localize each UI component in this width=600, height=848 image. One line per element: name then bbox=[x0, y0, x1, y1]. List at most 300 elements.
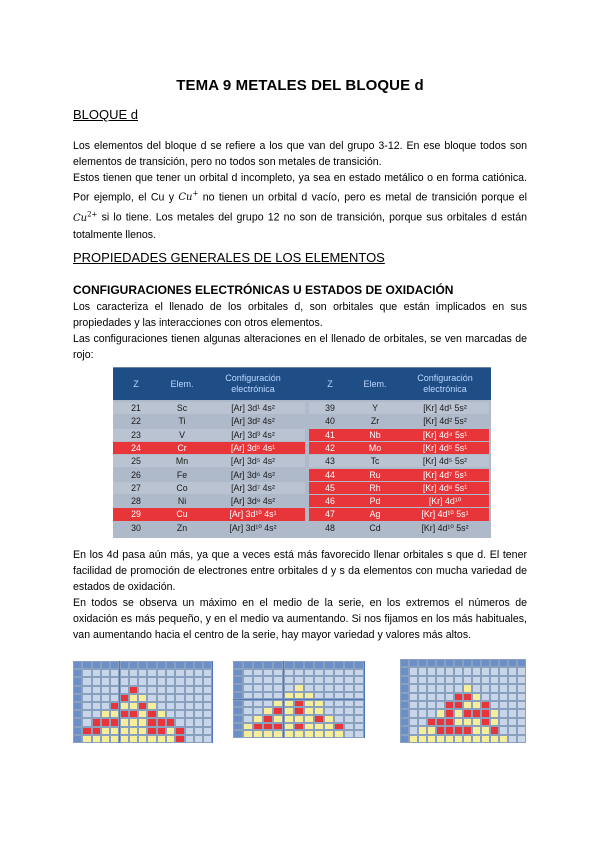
z-cell: 25 bbox=[131, 456, 141, 467]
element-cell: Co bbox=[176, 482, 188, 493]
grid-cell bbox=[243, 676, 253, 684]
config-cell: [Kr] 4d⁴ 5s¹ bbox=[422, 429, 468, 440]
grid-cell bbox=[344, 684, 354, 692]
grid-cell bbox=[233, 684, 243, 692]
grid-cell bbox=[400, 684, 409, 692]
grid-cell bbox=[101, 694, 110, 702]
cu-charge: + bbox=[192, 190, 199, 198]
table-row bbox=[309, 508, 489, 520]
grid-cell bbox=[334, 723, 344, 731]
grid-cell bbox=[138, 686, 147, 694]
grid-cell bbox=[175, 735, 184, 743]
grid-cell bbox=[409, 726, 418, 734]
grid-cell bbox=[138, 677, 147, 685]
grid-cell bbox=[490, 684, 499, 692]
grid-cell bbox=[175, 669, 184, 677]
grid-cell bbox=[324, 684, 334, 692]
grid-cell bbox=[508, 726, 517, 734]
grid-cell bbox=[263, 730, 273, 738]
grid-cell bbox=[273, 700, 283, 708]
intro-text-part-c: si lo tiene. Los metales del grupo 12 no son de transición, porque sus orbitales d están totalmente llenos. bbox=[73, 211, 527, 241]
grid-cell bbox=[490, 676, 499, 684]
grid-cell bbox=[334, 692, 344, 700]
grid-cell bbox=[517, 709, 526, 717]
grid-cell bbox=[490, 726, 499, 734]
grid-cell bbox=[243, 684, 253, 692]
grid-cell bbox=[314, 669, 324, 677]
grid-cell bbox=[203, 661, 212, 669]
table-row bbox=[309, 442, 489, 454]
grid-cell bbox=[499, 709, 508, 717]
grid-cell bbox=[73, 677, 82, 685]
element-cell: Tc bbox=[370, 456, 380, 467]
grid-cell bbox=[294, 730, 304, 738]
grid-cell bbox=[110, 727, 119, 735]
grid-cell bbox=[517, 726, 526, 734]
grid-cell bbox=[147, 710, 156, 718]
grid-cell bbox=[129, 669, 138, 677]
grid-cell bbox=[185, 669, 194, 677]
grid-cell bbox=[101, 661, 110, 669]
grid-cell bbox=[517, 701, 526, 709]
oxidation-states-grid-3d bbox=[73, 661, 213, 743]
grid-cell bbox=[354, 707, 364, 715]
grid-cell bbox=[273, 715, 283, 723]
grid-cell bbox=[463, 693, 472, 701]
element-cell: Zn bbox=[176, 522, 188, 533]
grid-cell bbox=[120, 727, 129, 735]
grid-cell bbox=[253, 669, 263, 677]
grid-cell bbox=[472, 735, 481, 743]
config-cell: [Ar] 3d¹ 4s² bbox=[231, 403, 275, 413]
grid-cell bbox=[284, 669, 294, 677]
grid-cell bbox=[185, 686, 194, 694]
table-row bbox=[113, 469, 305, 481]
grid-cell bbox=[354, 723, 364, 731]
body1-paragraph-2: Las configuraciones tienen algunas alteraciones en el llenado de orbitales, se ven marcadas de rojo: bbox=[73, 333, 527, 361]
table-row bbox=[113, 402, 305, 414]
grid-cell bbox=[454, 667, 463, 675]
grid-cell bbox=[454, 701, 463, 709]
grid-cell bbox=[92, 677, 101, 685]
grid-cell bbox=[284, 730, 294, 738]
table-row bbox=[113, 495, 305, 507]
grid-cell bbox=[324, 715, 334, 723]
grid-cell bbox=[203, 686, 212, 694]
element-cell: Cd bbox=[369, 522, 381, 533]
grid-cell bbox=[294, 661, 304, 669]
grid-cell bbox=[436, 667, 445, 675]
grid-cell bbox=[472, 693, 481, 701]
grid-cell bbox=[166, 718, 175, 726]
grid-cell bbox=[490, 659, 499, 667]
grid-cell bbox=[508, 659, 517, 667]
grid-cell bbox=[243, 700, 253, 708]
grid-cell bbox=[508, 735, 517, 743]
grid-cell bbox=[508, 676, 517, 684]
grid-cell bbox=[427, 667, 436, 675]
grid-cell bbox=[284, 715, 294, 723]
grid-cell bbox=[454, 709, 463, 717]
grid-cell bbox=[138, 718, 147, 726]
header-elem: Elem. bbox=[363, 378, 387, 389]
z-cell: 44 bbox=[325, 469, 335, 480]
grid-cell bbox=[138, 702, 147, 710]
grid-cell bbox=[499, 701, 508, 709]
grid-cell bbox=[82, 694, 91, 702]
grid-cell bbox=[499, 684, 508, 692]
grid-cell bbox=[400, 726, 409, 734]
grid-cell bbox=[138, 661, 147, 669]
grid-cell bbox=[400, 701, 409, 709]
grid-cell bbox=[472, 726, 481, 734]
grid-cell bbox=[499, 735, 508, 743]
grid-cell bbox=[436, 701, 445, 709]
grid-cell bbox=[73, 669, 82, 677]
grid-cell bbox=[263, 684, 273, 692]
grid-cell bbox=[400, 735, 409, 743]
config-cell: [Kr] 4d⁵ 5s¹ bbox=[422, 442, 468, 453]
grid-cell bbox=[73, 702, 82, 710]
element-cell: Ru bbox=[369, 469, 381, 480]
grid-cell bbox=[203, 710, 212, 718]
grid-cell bbox=[463, 709, 472, 717]
grid-cell bbox=[253, 684, 263, 692]
grid-cell bbox=[472, 676, 481, 684]
grid-cell bbox=[454, 659, 463, 667]
grid-cell bbox=[472, 718, 481, 726]
grid-cell bbox=[436, 718, 445, 726]
grid-cell bbox=[294, 692, 304, 700]
grid-cell bbox=[354, 676, 364, 684]
grid-cell bbox=[354, 684, 364, 692]
grid-cell bbox=[445, 676, 454, 684]
element-cell: Y bbox=[372, 403, 378, 413]
grid-cell bbox=[481, 667, 490, 675]
grid-cell bbox=[110, 702, 119, 710]
z-cell: 28 bbox=[131, 496, 141, 507]
grid-cell bbox=[324, 669, 334, 677]
table-row bbox=[113, 455, 305, 467]
grid-cell bbox=[436, 735, 445, 743]
header-z: Z bbox=[327, 378, 333, 389]
grid-cell bbox=[82, 718, 91, 726]
grid-cell bbox=[82, 661, 91, 669]
grid-cell bbox=[409, 659, 418, 667]
z-cell: 45 bbox=[325, 482, 335, 493]
grid-cell bbox=[490, 667, 499, 675]
table-row bbox=[113, 415, 305, 427]
grid-cell bbox=[314, 707, 324, 715]
grid-cell bbox=[427, 701, 436, 709]
config-cell: [Kr] 4d¹⁰ 5s² bbox=[421, 522, 469, 533]
grid-cell bbox=[344, 676, 354, 684]
grid-cell bbox=[185, 702, 194, 710]
grid-cell bbox=[138, 727, 147, 735]
grid-cell bbox=[284, 700, 294, 708]
grid-cell bbox=[294, 676, 304, 684]
grid-cell bbox=[82, 686, 91, 694]
grid-cell bbox=[499, 659, 508, 667]
header-config: Configuración electrónica bbox=[417, 373, 473, 394]
grid-cell bbox=[427, 726, 436, 734]
grid-cell bbox=[157, 677, 166, 685]
body2-paragraph-1: En los 4d pasa aún más, ya que a veces está más favorecido llenar orbitales s que d. El tener facilidad de promoción de electrones entre orbitales d y s da elementos con mucha variedad de estados de oxidación. bbox=[73, 549, 527, 593]
grid-cell bbox=[120, 710, 129, 718]
grid-cell bbox=[157, 686, 166, 694]
grid-cell bbox=[120, 661, 129, 669]
grid-cell bbox=[147, 686, 156, 694]
grid-cell bbox=[185, 710, 194, 718]
element-cell: Mo bbox=[368, 442, 382, 453]
grid-cell bbox=[129, 735, 138, 743]
grid-cell bbox=[233, 730, 243, 738]
grid-cell bbox=[110, 686, 119, 694]
grid-cell bbox=[354, 669, 364, 677]
table-row bbox=[113, 522, 305, 534]
grid-cell bbox=[73, 661, 82, 669]
z-cell: 39 bbox=[325, 403, 335, 413]
config-cell: [Ar] 3d⁸ 4s² bbox=[230, 496, 276, 507]
grid-cell bbox=[445, 726, 454, 734]
grid-cell bbox=[194, 710, 203, 718]
grid-cell bbox=[166, 694, 175, 702]
grid-cell bbox=[409, 709, 418, 717]
grid-cell bbox=[427, 709, 436, 717]
grid-cell bbox=[185, 677, 194, 685]
grid-cell bbox=[400, 676, 409, 684]
grid-cell bbox=[334, 684, 344, 692]
grid-cell bbox=[157, 718, 166, 726]
grid-cell bbox=[400, 718, 409, 726]
grid-cell bbox=[284, 661, 294, 669]
grid-cell bbox=[273, 676, 283, 684]
grid-cell bbox=[314, 676, 324, 684]
grid-cell bbox=[304, 730, 314, 738]
body-text-1 bbox=[73, 299, 527, 363]
grid-cell bbox=[166, 710, 175, 718]
grid-cell bbox=[481, 735, 490, 743]
config-cell: [Ar] 3d¹⁰ 4s² bbox=[229, 522, 277, 533]
grid-cell bbox=[436, 693, 445, 701]
z-cell: 41 bbox=[325, 429, 335, 440]
grid-cell bbox=[418, 718, 427, 726]
grid-cell bbox=[273, 707, 283, 715]
z-cell: 43 bbox=[325, 456, 335, 467]
grid-cell bbox=[436, 709, 445, 717]
grid-cell bbox=[129, 702, 138, 710]
table-row bbox=[113, 482, 305, 494]
grid-cell bbox=[463, 726, 472, 734]
grid-cell bbox=[129, 677, 138, 685]
grid-cell bbox=[194, 694, 203, 702]
grid-cell bbox=[400, 659, 409, 667]
grid-cell bbox=[147, 727, 156, 735]
grid-cell bbox=[253, 700, 263, 708]
grid-cell bbox=[314, 661, 324, 669]
grid-cell bbox=[454, 735, 463, 743]
grid-cell bbox=[314, 684, 324, 692]
grid-cell bbox=[92, 694, 101, 702]
grid-cell bbox=[324, 723, 334, 731]
header-z: Z bbox=[133, 378, 139, 389]
grid-cell bbox=[147, 669, 156, 677]
grid-cell bbox=[499, 726, 508, 734]
table-row bbox=[309, 522, 489, 534]
grid-cell bbox=[175, 661, 184, 669]
grid-cell bbox=[334, 676, 344, 684]
grid-cell bbox=[175, 677, 184, 685]
grid-cell bbox=[490, 718, 499, 726]
grid-cell bbox=[166, 686, 175, 694]
grid-cell bbox=[454, 676, 463, 684]
element-cell: Nb bbox=[369, 429, 381, 440]
grid-cell bbox=[203, 702, 212, 710]
grid-cell bbox=[253, 661, 263, 669]
grid-cell bbox=[294, 707, 304, 715]
grid-cell bbox=[284, 676, 294, 684]
grid-cell bbox=[263, 661, 273, 669]
grid-cell bbox=[166, 669, 175, 677]
grid-cell bbox=[203, 669, 212, 677]
config-cell: [Ar] 3d⁶ 4s² bbox=[230, 469, 276, 480]
grid-cell bbox=[185, 694, 194, 702]
grid-cell bbox=[101, 702, 110, 710]
grid-cell bbox=[101, 718, 110, 726]
grid-cell bbox=[243, 661, 253, 669]
grid-cell bbox=[203, 694, 212, 702]
grid-cell bbox=[445, 701, 454, 709]
grid-cell bbox=[463, 718, 472, 726]
grid-cell bbox=[304, 700, 314, 708]
grid-cell bbox=[110, 661, 119, 669]
grid-cell bbox=[253, 676, 263, 684]
grid-cell bbox=[129, 694, 138, 702]
grid-cell bbox=[490, 709, 499, 717]
table-row bbox=[113, 442, 305, 454]
grid-cell bbox=[203, 727, 212, 735]
grid-cell bbox=[418, 659, 427, 667]
grid-cell bbox=[194, 702, 203, 710]
element-cell: Ag bbox=[369, 509, 381, 520]
grid-cell bbox=[120, 718, 129, 726]
grid-cell bbox=[304, 692, 314, 700]
grid-cell bbox=[409, 735, 418, 743]
config-cell: [Ar] 3d² 4s² bbox=[231, 416, 275, 427]
grid-cell bbox=[354, 692, 364, 700]
grid-cell bbox=[110, 718, 119, 726]
grid-cell bbox=[101, 735, 110, 743]
grid-cell bbox=[324, 661, 334, 669]
grid-cell bbox=[175, 694, 184, 702]
grid-cell bbox=[481, 718, 490, 726]
grid-cell bbox=[409, 701, 418, 709]
grid-cell bbox=[463, 659, 472, 667]
grid-cell bbox=[427, 693, 436, 701]
grid-cell bbox=[314, 730, 324, 738]
z-cell: 27 bbox=[131, 482, 141, 493]
grid-cell bbox=[243, 723, 253, 731]
grid-cell bbox=[324, 730, 334, 738]
grid-cell bbox=[243, 730, 253, 738]
grid-cell bbox=[157, 661, 166, 669]
config-cell: [Kr] 4d¹⁰ 5s¹ bbox=[421, 509, 469, 520]
grid-cell bbox=[427, 659, 436, 667]
grid-cell bbox=[400, 709, 409, 717]
grid-cell bbox=[344, 707, 354, 715]
grid-cell bbox=[73, 686, 82, 694]
grid-cell bbox=[253, 707, 263, 715]
grid-cell bbox=[517, 684, 526, 692]
grid-cell bbox=[517, 659, 526, 667]
grid-cell bbox=[490, 735, 499, 743]
grid-cell bbox=[253, 723, 263, 731]
grid-cell bbox=[157, 727, 166, 735]
grid-cell bbox=[508, 693, 517, 701]
grid-cell bbox=[436, 726, 445, 734]
grid-cell bbox=[175, 710, 184, 718]
grid-cell bbox=[400, 693, 409, 701]
grid-cell bbox=[185, 727, 194, 735]
intro-text-part-a: Estos tienen que tener un orbital d incompleto, ya sea en estado metálico o en forma catiónica. Por ejemplo, el Cu y bbox=[73, 172, 527, 204]
grid-cell bbox=[185, 718, 194, 726]
grid-cell bbox=[166, 661, 175, 669]
grid-cell bbox=[314, 700, 324, 708]
z-cell: 22 bbox=[131, 416, 141, 427]
grid-cell bbox=[138, 694, 147, 702]
grid-cell bbox=[120, 694, 129, 702]
grid-cell bbox=[472, 701, 481, 709]
header-config: Configuración electrónica bbox=[225, 373, 281, 394]
element-cell: Zr bbox=[370, 416, 380, 427]
grid-cell bbox=[463, 735, 472, 743]
grid-cell bbox=[324, 676, 334, 684]
grid-cell bbox=[73, 718, 82, 726]
grid-cell bbox=[233, 669, 243, 677]
grid-cell bbox=[481, 659, 490, 667]
config-cell: [Kr] 4d¹ 5s² bbox=[423, 403, 467, 413]
grid-cell bbox=[436, 659, 445, 667]
grid-cell bbox=[334, 730, 344, 738]
grid-cell bbox=[445, 735, 454, 743]
grid-cell bbox=[418, 693, 427, 701]
grid-cell bbox=[481, 701, 490, 709]
oxidation-states-grid-4d bbox=[233, 661, 365, 738]
grid-cell bbox=[253, 730, 263, 738]
grid-cell bbox=[110, 694, 119, 702]
grid-cell bbox=[499, 676, 508, 684]
grid-cell bbox=[157, 669, 166, 677]
grid-cell bbox=[304, 661, 314, 669]
grid-cell bbox=[304, 676, 314, 684]
grid-cell bbox=[418, 676, 427, 684]
grid-cell bbox=[273, 723, 283, 731]
section-heading-bloque-d: BLOQUE d bbox=[73, 107, 139, 122]
grid-cell bbox=[233, 692, 243, 700]
grid-cell bbox=[418, 684, 427, 692]
config-cell: [Ar] 3d⁷ 4s² bbox=[231, 482, 275, 493]
grid-cell bbox=[138, 669, 147, 677]
grid-cell bbox=[263, 669, 273, 677]
grid-cell bbox=[185, 735, 194, 743]
grid-cell bbox=[354, 730, 364, 738]
grid-cell bbox=[129, 661, 138, 669]
grid-cell bbox=[427, 718, 436, 726]
grid-cell bbox=[344, 723, 354, 731]
grid-cell bbox=[138, 710, 147, 718]
config-cell: [Kr] 4d⁷ 5s¹ bbox=[423, 469, 467, 480]
z-cell: 29 bbox=[131, 509, 141, 520]
